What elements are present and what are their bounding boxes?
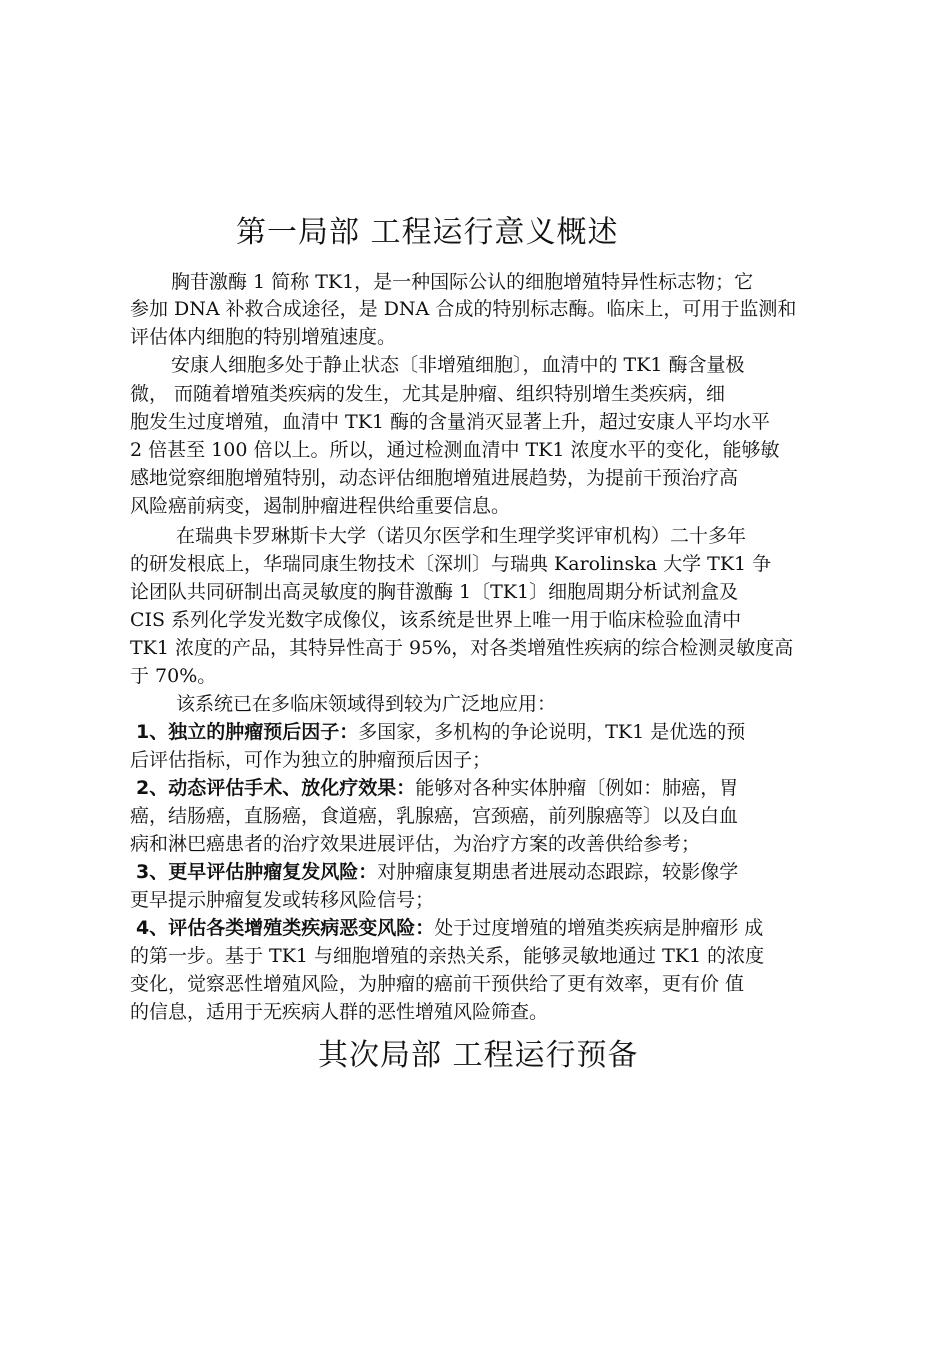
paragraph-3-line-4: CIS 系列化学发光数字成像仪，该系统是世界上唯一用于临床检验血清中 (130, 609, 742, 631)
paragraph-1-line-1: 胸苷激酶 1 简称 TK1，是一种国际公认的细胞增殖特异性标志物；它 (171, 271, 754, 293)
list-item-1-cont-1: 后评估指标，可作为独立的肿瘤预后因子； (130, 749, 492, 771)
list-item-2 (136, 776, 738, 800)
list-item-4-lead: 4、评估各类增殖类疾病恶变风险： (136, 917, 435, 939)
list-item-3-text: 对肿瘤康复期患者进展动态跟踪，较影像学 (377, 861, 739, 883)
list-item-2-cont-2: 病和淋巴癌患者的治疗效果进展评估，为治疗方案的改善供给参考； (130, 833, 701, 855)
paragraph-3-line-2: 的研发根底上，华瑞同康生物技术〔深圳〕与瑞典 Karolinska 大学 TK1 争 (130, 553, 772, 575)
paragraph-1-line-3: 评估体内细胞的特别增殖速度。 (130, 326, 397, 348)
list-item-3 (136, 860, 738, 884)
list-item-4-cont-3: 的信息，适用于无疾病人群的恶性增殖风险筛查。 (130, 1001, 549, 1023)
paragraph-3-line-5: TK1 浓度的产品，其特异性高于 95%，对各类增殖性疾病的综合检测灵敏度高 (130, 637, 794, 659)
list-item-2-text: 能够对各种实体肿瘤〔例如：肺癌，胃 (415, 777, 739, 799)
paragraph-4-line-1: 该系统已在多临床领域得到较为广泛地应用： (176, 693, 557, 715)
section-1-heading: 第一局部 工程运行意义概述 (236, 215, 619, 250)
list-item-2-lead: 2、动态评估手术、放化疗效果： (136, 777, 416, 799)
list-item-1-text: 多国家，多机构的争论说明，TK1 是优选的预 (358, 721, 746, 743)
paragraph-3-line-1: 在瑞典卡罗琳斯卡大学（诺贝尔医学和生理学奖评审机构）二十多年 (176, 525, 747, 547)
paragraph-2-line-3: 胞发生过度增殖，血清中 TK1 酶的含量消灭显著上升，超过安康人平均水平 (130, 411, 771, 433)
list-item-3-lead: 3、更早评估肿瘤复发风险： (136, 861, 378, 883)
list-item-4 (136, 916, 763, 940)
paragraph-2-line-6: 风险癌前病变，遏制肿瘤进程供给重要信息。 (130, 495, 511, 517)
list-item-4-text: 处于过度增殖的增殖类疾病是肿瘤形 成 (434, 917, 764, 939)
section-2-heading: 其次局部 工程运行预备 (318, 1038, 639, 1073)
list-item-2-cont-1: 癌，结肠癌，直肠癌，食道癌，乳腺癌，宫颈癌，前列腺癌等〕以及白血 (130, 805, 739, 827)
list-item-4-cont-1: 的第一步。基于 TK1 与细胞增殖的亲热关系，能够灵敏地通过 TK1 的浓度 (130, 945, 765, 967)
paragraph-2-line-4: 2 倍甚至 100 倍以上。所以，通过检测血清中 TK1 浓度水平的变化，能够敏 (130, 439, 780, 461)
paragraph-2-line-5: 感地觉察细胞增殖特别，动态评估细胞增殖进展趋势，为提前干预治疗高 (130, 467, 739, 489)
list-item-1-lead: 1、独立的肿瘤预后因子： (136, 721, 359, 743)
paragraph-3-line-6: 于 70%。 (130, 665, 217, 687)
paragraph-2-line-1: 安康人细胞多处于静止状态〔非增殖细胞〕，血清中的 TK1 酶含量极 (171, 354, 745, 376)
list-item-1 (136, 720, 745, 744)
paragraph-2-line-2: 微， 而随着增殖类疾病的发生，尤其是肿瘤、组织特别增生类疾病，细 (130, 383, 726, 405)
list-item-3-cont-1: 更早提示肿瘤复发或转移风险信号； (130, 889, 435, 911)
paragraph-1-line-2: 参加 DNA 补救合成途径，是 DNA 合成的特别标志酶。临床上，可用于监测和 (130, 298, 797, 320)
list-item-4-cont-2: 变化，觉察恶性增殖风险，为肿瘤的癌前干预供给了更有效率，更有价 值 (130, 973, 745, 995)
paragraph-3-line-3: 论团队共同研制出高灵敏度的胸苷激酶 1〔TK1〕细胞周期分析试剂盒及 (130, 581, 739, 603)
